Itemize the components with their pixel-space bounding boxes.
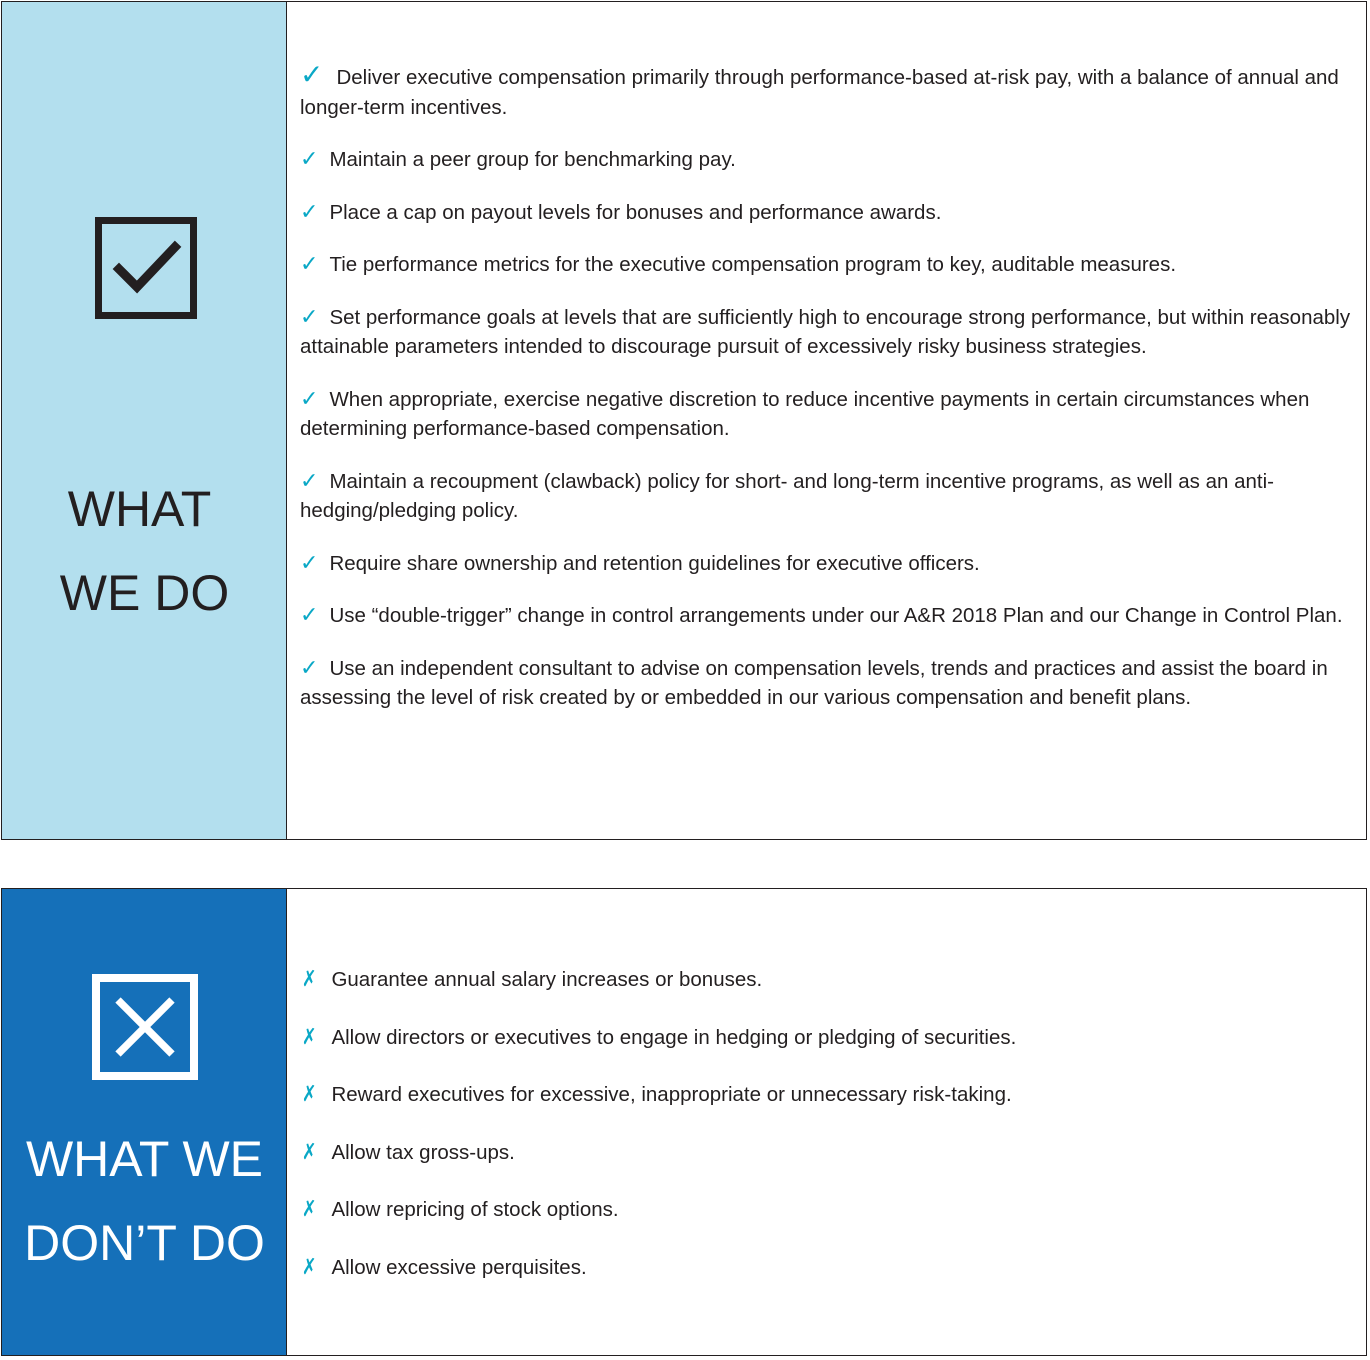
what-we-do-title-line1: WHAT <box>67 481 212 537</box>
list-item-text: Guarantee annual salary increases or bonuses. <box>331 968 763 991</box>
list-item-text: Use “double-trigger” change in control arrangements under our A&R 2018 Plan and our Change in Control Plan. <box>329 604 1343 627</box>
list-item-text: Allow directors or executives to engage in hedging or pledging of securities. <box>331 1025 1017 1049</box>
list-item-text: Maintain a peer group for benchmarking pay. <box>329 148 736 171</box>
list-item-text: Deliver executive compensation primarily through performance-based at-risk pay, with a balance of annual and longer-term incentives. <box>300 66 1339 119</box>
what-we-do-title <box>2 467 287 635</box>
what-we-dont-do-content <box>287 889 1366 1355</box>
checkmark-icon: ✓ <box>300 602 319 627</box>
list-item-text: Use an independent consultant to advise on compensation levels, trends and practices and assist the board in assessing the level of risk created by or embedded in our various compensation and benefit plans. <box>300 656 1328 709</box>
checkmark-icon: ✓ <box>300 146 319 171</box>
checkbox-checked-icon <box>95 217 197 319</box>
what-we-dont-do-title-line1: WHAT WE <box>25 1131 263 1187</box>
list-item-text: Reward executives for excessive, inappropriate or unnecessary risk-taking. <box>331 1083 1012 1106</box>
what-we-dont-do-title <box>2 1117 287 1285</box>
what-we-do-panel <box>1 1 1367 840</box>
list-item <box>300 60 1352 122</box>
checkmark-icon: ✓ <box>300 549 319 575</box>
checkmark-icon: ✓ <box>300 198 319 224</box>
checkmark-icon: ✓ <box>300 251 319 276</box>
list-item <box>300 600 1352 631</box>
x-mark-icon: ✗ <box>301 1081 317 1106</box>
checkmark-icon: ✓ <box>300 59 324 90</box>
x-mark-icon: ✗ <box>301 1023 317 1049</box>
x-mark-icon: ✗ <box>301 1196 317 1221</box>
x-mark-icon: ✗ <box>301 1253 317 1279</box>
list-item <box>300 384 1352 444</box>
checkbox-x-icon <box>92 974 198 1080</box>
what-we-do-sidebar <box>2 2 287 839</box>
what-we-dont-do-list <box>300 964 1352 1309</box>
list-item-text: Tie performance metrics for the executive compensation program to key, auditable measures. <box>329 253 1177 276</box>
what-we-do-title-line2: WE DO <box>59 565 230 621</box>
list-item-text: Allow repricing of stock options. <box>331 1198 619 1221</box>
list-item-text: Require share ownership and retention guidelines for executive officers. <box>329 551 980 575</box>
what-we-dont-do-panel <box>1 888 1367 1356</box>
list-item <box>300 548 1352 579</box>
list-item <box>300 653 1352 713</box>
list-item <box>300 1022 1352 1053</box>
list-item-text: Allow excessive perquisites. <box>331 1255 587 1279</box>
list-item-text: Set performance goals at levels that are sufficiently high to encourage strong performance, but within reasonably attainable parameters intended to discourage pursuit of excessively risky business strategies. <box>300 305 1351 358</box>
list-item-text: When appropriate, exercise negative discretion to reduce incentive payments in certain circumstances when determining performance-based compensation. <box>300 387 1310 440</box>
what-we-dont-do-sidebar <box>2 889 287 1355</box>
what-we-do-list <box>300 60 1352 735</box>
checkmark-icon: ✓ <box>300 467 319 493</box>
list-item <box>300 964 1352 995</box>
what-we-do-content <box>287 2 1366 839</box>
list-item <box>300 302 1352 362</box>
list-item-text: Allow tax gross-ups. <box>331 1140 515 1164</box>
checkmark-icon: ✓ <box>300 654 319 680</box>
checkmark-icon: ✓ <box>300 303 319 329</box>
list-item-text: Place a cap on payout levels for bonuses and performance awards. <box>329 200 942 224</box>
list-item <box>300 1194 1352 1225</box>
list-item <box>300 249 1352 280</box>
list-item <box>300 1079 1352 1110</box>
x-mark-icon: ✗ <box>301 966 317 991</box>
checkmark-icon: ✓ <box>300 385 319 411</box>
list-item <box>300 466 1352 526</box>
list-item-text: Maintain a recoupment (clawback) policy for short- and long-term incentive programs, as well as an anti-hedging/pledging policy. <box>300 469 1274 522</box>
list-item <box>300 1137 1352 1168</box>
what-we-dont-do-title-line2: DON’T DO <box>24 1215 265 1271</box>
list-item <box>300 1252 1352 1283</box>
x-mark-icon: ✗ <box>301 1138 317 1164</box>
list-item <box>300 197 1352 228</box>
list-item <box>300 144 1352 175</box>
